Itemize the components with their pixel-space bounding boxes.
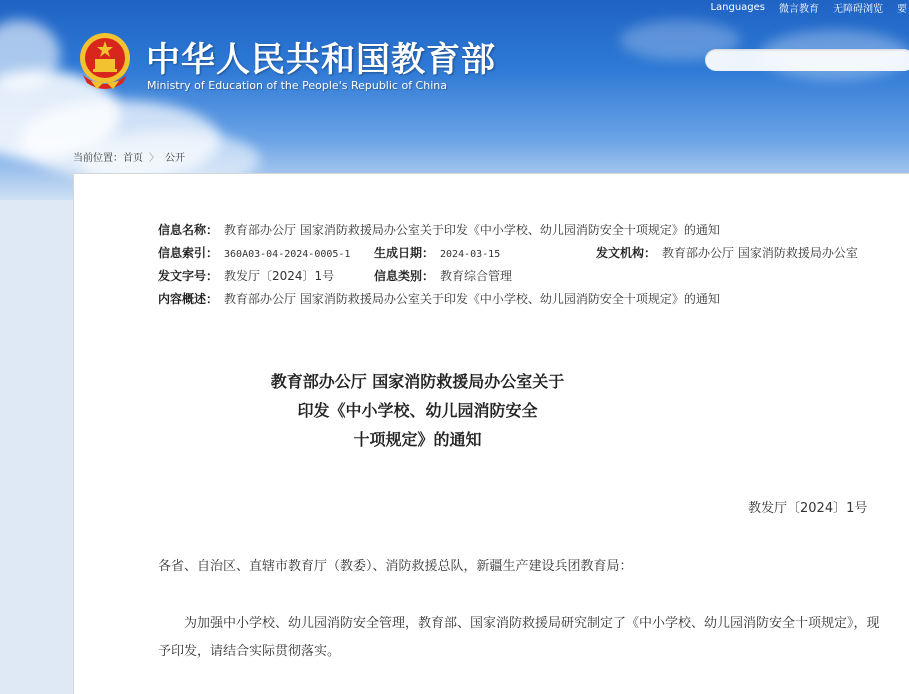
meta-value: 教育综合管理: [440, 269, 513, 283]
site-title[interactable]: 中华人民共和国教育部: [146, 40, 496, 80]
wechat-link[interactable]: 微言教育: [779, 3, 819, 15]
document-number: 教发厅〔2024〕1号: [748, 501, 868, 516]
meta-label: 信息索引：: [158, 246, 219, 260]
meta-category: [374, 267, 512, 284]
meta-value: 教发厅〔2024〕1号: [224, 269, 335, 283]
search-input[interactable]: [705, 49, 909, 71]
meta-label: 信息类别：: [374, 269, 435, 283]
document-title-line: 十项规定》的通知: [353, 430, 482, 449]
languages-link[interactable]: Languages: [710, 1, 765, 13]
document-salutation: 各省、自治区、直辖市教育厅（教委）、消防救援总队，新疆生产建设兵团教育局：: [158, 559, 633, 574]
meta-value: 教育部办公厅 国家消防救援局办公室关于印发《中小学校、幼儿园消防安全十项规定》的通知: [224, 223, 720, 237]
meta-doc-number: [158, 267, 334, 284]
document-title-line: 教育部办公厅 国家消防救援局办公室关于: [270, 372, 565, 391]
meta-issuer: [596, 244, 858, 261]
header-banner: [0, 0, 909, 200]
meta-label: 内容概述：: [158, 292, 219, 306]
meta-value: 2024-03-15: [440, 249, 501, 260]
meta-info-index: [158, 244, 350, 261]
meta-label: 信息名称：: [158, 223, 219, 237]
meta-value: 360A03-04-2024-0005-1: [224, 249, 351, 260]
breadcrumb-public-link[interactable]: 公开: [165, 153, 185, 164]
meta-label: 发文字号：: [158, 269, 219, 283]
breadcrumb-home-link[interactable]: 首页: [123, 153, 143, 164]
meta-summary: [158, 290, 720, 307]
more-link[interactable]: 要: [897, 3, 907, 15]
accessibility-link[interactable]: 无障碍浏览: [833, 3, 883, 15]
meta-value: 教育部办公厅 国家消防救援局办公室关于印发《中小学校、幼儿园消防安全十项规定》的通知: [224, 292, 720, 306]
meta-value: 教育部办公厅 国家消防救援局办公室: [662, 246, 858, 260]
breadcrumb: [73, 149, 185, 164]
document-paragraph: 为加强中小学校、幼儿园消防安全管理，教育部、国家消防救援局研究制定了《中小学校、幼儿园消防安全十项规定》，现予印发，请结合实际贯彻落实。: [158, 616, 880, 659]
meta-date: [374, 244, 500, 261]
breadcrumb-label: 当前位置：: [73, 153, 123, 164]
site-subtitle: Ministry of Education of the People's Republic of China: [147, 79, 447, 92]
chevron-right-icon: 〉: [149, 153, 159, 164]
utility-links: [710, 0, 909, 14]
meta-info-name: [158, 221, 720, 238]
meta-label: 生成日期：: [374, 246, 435, 260]
meta-label: 发文机构：: [596, 246, 657, 260]
document-title-line: 印发《中小学校、幼儿园消防安全: [297, 401, 538, 420]
national-emblem-icon[interactable]: [77, 31, 133, 93]
